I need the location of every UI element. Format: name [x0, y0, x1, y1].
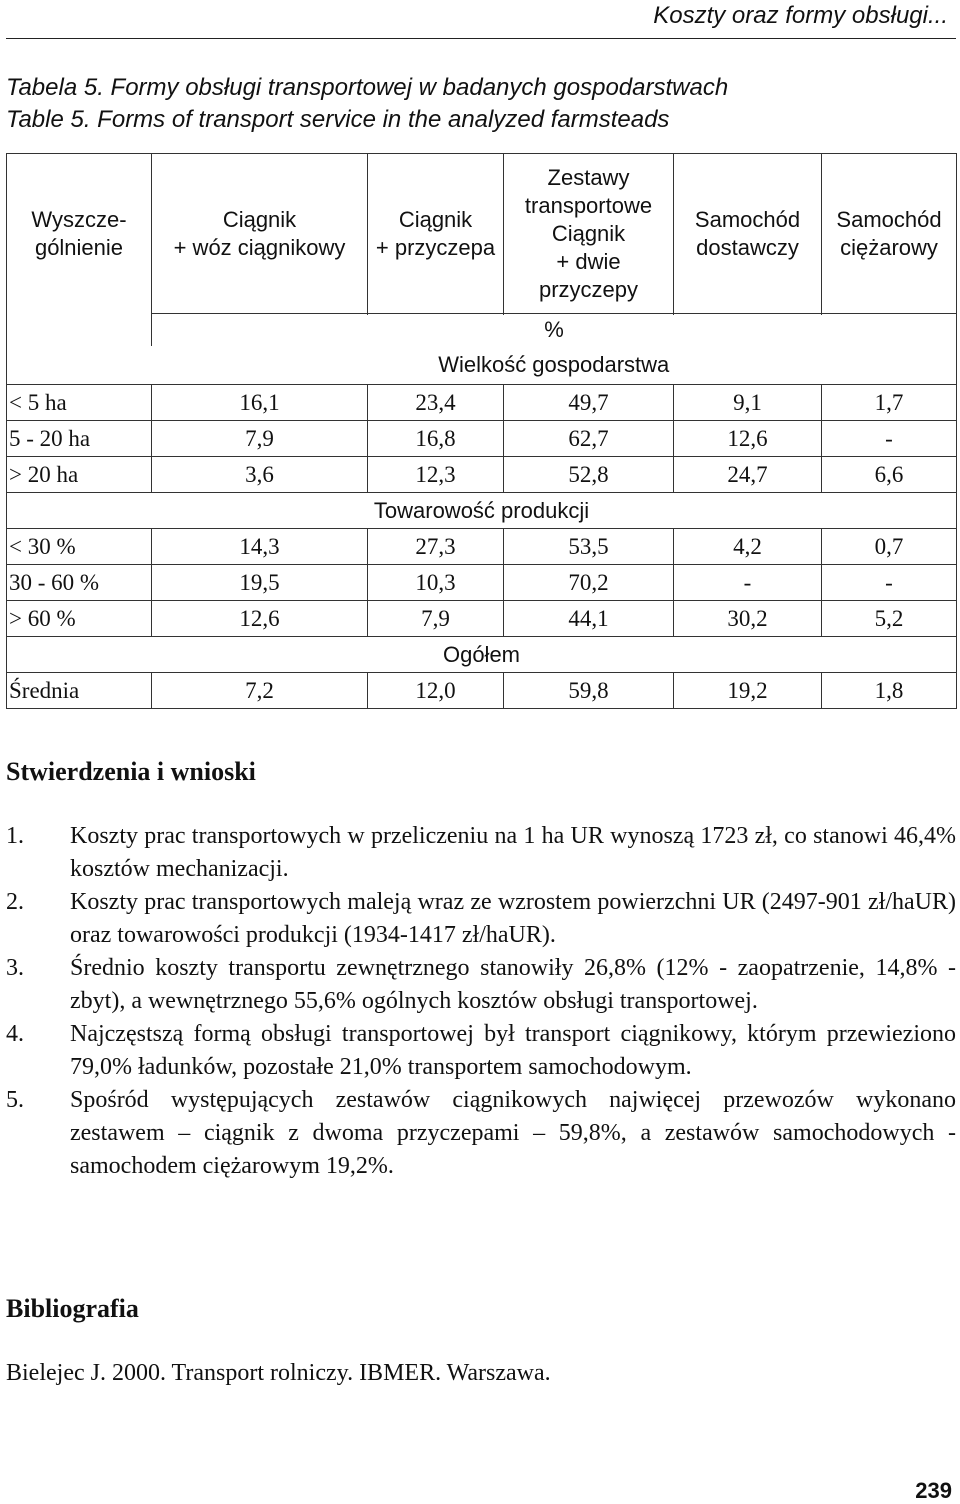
header-col-3: Zestawy transportowe Ciągnik + dwie przyczepy — [504, 154, 674, 314]
list-item: 1. Koszty prac transportowych w przeliczeniu na 1 ha UR wynoszą 1723 zł, co stanowi 46,4% kosztów mechanizacji. — [6, 823, 956, 882]
section-title: Wielkość gospodarstwa — [152, 346, 957, 385]
header-col-1: Ciągnik + wóz ciągnikowy — [152, 154, 368, 314]
table-caption — [6, 72, 728, 136]
group-header: Zestawy transportowe — [524, 164, 653, 218]
section-row — [7, 637, 957, 673]
running-header-title: Koszty oraz formy obsługi... — [653, 2, 948, 29]
conclusions-list — [6, 820, 956, 1183]
header-wyszczegolnienie: Wyszcze- gólnienie — [7, 154, 152, 314]
list-item: 4. Najczęstszą formą obsługi transportowej był transport ciągnikowy, którym przewieziono 79,0% ładunków, pozostałe 21,0% transportem samochodowym. — [6, 1021, 956, 1080]
section-title: Ogółem — [7, 637, 957, 673]
table-row: < 30 % 14,3 27,3 53,5 4,2 0,7 — [7, 529, 957, 565]
running-header — [6, 0, 956, 39]
table-header-row — [7, 154, 957, 314]
header-col-4: Samochód dostawczy — [674, 154, 822, 314]
header-col-2: Ciągnik + przyczepa — [368, 154, 504, 314]
table-row: 30 - 60 % 19,5 10,3 70,2 - - — [7, 565, 957, 601]
unit-row — [7, 314, 957, 347]
section-row — [7, 493, 957, 529]
table-row: > 60 % 12,6 7,9 44,1 30,2 5,2 — [7, 601, 957, 637]
table-row: Średnia 7,2 12,0 59,8 19,2 1,8 — [7, 673, 957, 709]
caption-en: Table 5. Forms of transport service in the analyzed farmsteads — [6, 106, 670, 133]
section-row — [7, 346, 957, 385]
list-item: 2. Koszty prac transportowych maleją wraz ze wzrostem powierzchni UR (2497-901 zł/haUR) oraz towarowości produkcji (1934-1417 zł/haUR). — [6, 889, 956, 948]
table-row: > 20 ha 3,6 12,3 52,8 24,7 6,6 — [7, 457, 957, 493]
section-title: Towarowość produkcji — [7, 493, 957, 529]
unit-label: % — [152, 314, 957, 347]
table-row: 5 - 20 ha 7,9 16,8 62,7 12,6 - — [7, 421, 957, 457]
conclusions-heading: Stwierdzenia i wnioski — [6, 757, 256, 786]
table-row: < 5 ha 16,1 23,4 49,7 9,1 1,7 — [7, 385, 957, 421]
bibliography-heading: Bibliografia — [6, 1294, 139, 1323]
page-number: 239 — [915, 1478, 952, 1503]
header-col-5: Samochód ciężarowy — [822, 154, 957, 314]
caption-pl: Tabela 5. Formy obsługi transportowej w badanych gospodarstwach — [6, 74, 729, 101]
list-item: 3. Średnio koszty transportu zewnętrznego stanowiły 26,8% (12% - zaopatrzenie, 14,8% - zbyt), a wewnętrznego 55,6% ogólnych kosztów obsługi transportowej. — [6, 955, 956, 1014]
transport-forms-table — [6, 153, 957, 709]
list-item: 5. Spośród występujących zestawów ciągnikowych najwięcej przewozów wykonano zestawem – ciągnik z dwoma przyczepami – 59,8%, a zestawów samochodowych - samochodem ciężarowym 19,2%. — [6, 1087, 956, 1179]
bibliography-entry: Bielejec J. 2000. Transport rolniczy. IBMER. Warszawa. — [6, 1360, 551, 1386]
